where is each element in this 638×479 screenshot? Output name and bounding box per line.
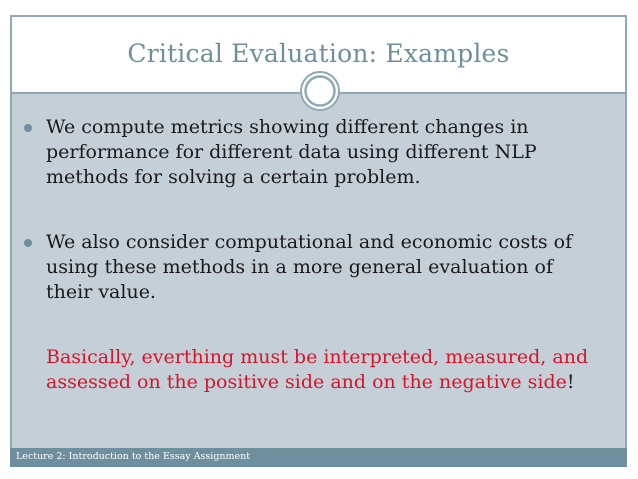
bullet-text: We compute metrics showing different changes in performance for different data using different NLP methods for solving a certain problem.: [46, 116, 537, 188]
bullet-text: We also consider computational and economic costs of using these methods in a more general evaluation of their value.: [46, 231, 573, 303]
circle-bullet-icon: [24, 239, 32, 247]
slide-title: Critical Evaluation: Examples: [127, 39, 510, 68]
emphasis-text: Basically, everthing must be interpreted, measured, and assessed on the positive side and on the negative side: [46, 346, 589, 393]
bullet-item: [24, 115, 594, 190]
emphasis-paragraph: [46, 345, 606, 395]
ring-ornament-icon: [299, 70, 341, 112]
footer-bar: [10, 448, 627, 467]
footer-text: Lecture 2: Introduction to the Essay Assignment: [16, 451, 251, 462]
circle-bullet-icon: [24, 124, 32, 132]
emphasis-ending: !: [566, 371, 575, 393]
bullet-item: [24, 230, 594, 305]
